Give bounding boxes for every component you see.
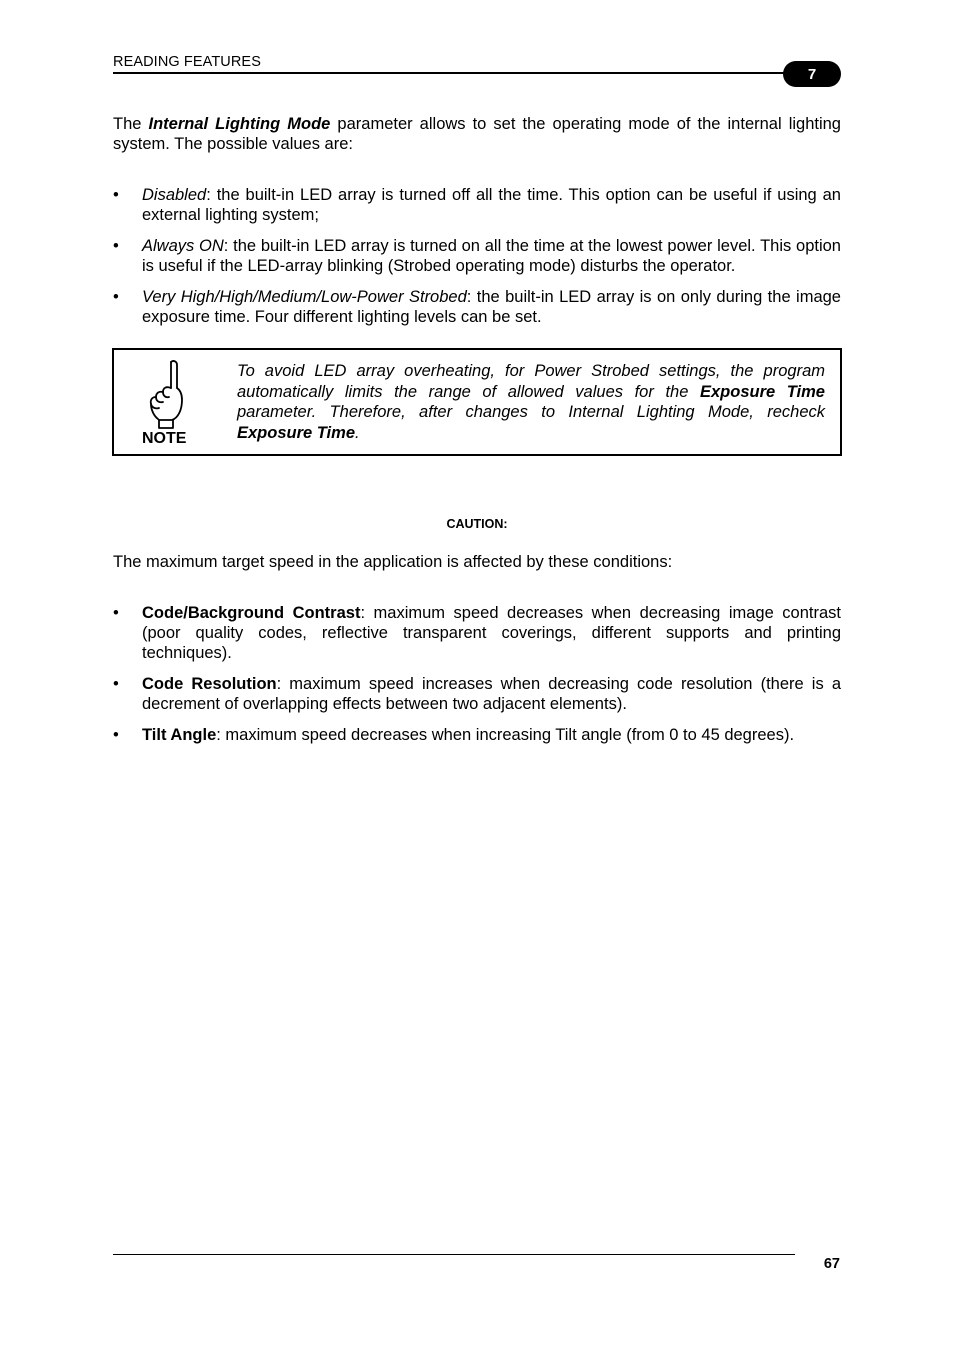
list-item [113,725,841,745]
list-item [113,287,841,327]
note-text-part2: parameter. Therefore, after changes to Internal Lighting Mode, recheck [237,403,825,421]
note-exposure-time-recheck: Exposure Time [237,423,355,442]
condition-term: Code/Background Contrast [142,604,361,622]
intro-prefix: The [113,115,149,133]
note-box [112,348,842,456]
bullet-icon: • [113,675,119,693]
list-item [113,674,841,714]
mode-text: : the built-in LED array is turned off all the time. This option can be useful if using an external lighting system; [142,186,841,224]
caution-conditions-list [113,603,841,745]
lighting-modes-list [113,185,841,327]
intro-paragraph [113,114,841,154]
page-number: 67 [823,1256,840,1272]
mode-text: : the built-in LED array is on only during the image exposure time. Four different lighting levels can be set. [142,288,841,326]
section-title: READING FEATURES [113,54,261,70]
note-label: NOTE [142,430,187,447]
header-rule [113,72,803,74]
condition-term: Tilt Angle [142,726,217,744]
condition-text: : maximum speed decreases when increasing Tilt angle (from 0 to 45 degrees). [216,726,795,744]
footer-rule [113,1254,795,1255]
note-text-part3: . [355,423,360,442]
caution-intro: The maximum target speed in the application is affected by these conditions: [113,553,673,571]
list-item [113,236,841,276]
list-item [113,603,841,663]
pointing-hand-icon [142,358,192,432]
note-text [237,361,825,443]
condition-text: : maximum speed increases when decreasing code resolution (there is a decrement of overlapping effects between two adjacent elements). [142,675,841,713]
mode-term: Disabled [142,186,207,204]
intro-param-name: Internal Lighting Mode [148,115,331,133]
note-text-part1: To avoid LED array overheating, for Power Strobed settings, the program automatically limits the range of allowed values for the [237,362,825,401]
note-exposure-time: Exposure Time [699,382,825,401]
mode-text: : the built-in LED array is turned on all the time at the lowest power level. This option is useful if the LED-array blinking (Strobed operating mode) disturbs the operator. [142,237,841,275]
bullet-icon: • [113,237,119,255]
mode-term: Very High/High/Medium/Low-Power Strobed [142,288,467,306]
mode-term: Always ON [142,237,224,255]
intro-suffix: parameter allows to set the operating mode of the internal lighting system. The possible values are: [113,115,841,153]
condition-term: Code Resolution [142,675,277,693]
bullet-icon: • [113,604,119,622]
condition-text: : maximum speed decreases when decreasing image contrast (poor quality codes, reflective transparent coverings, different supports and printing techniques). [142,604,841,662]
bullet-icon: • [113,288,119,306]
caution-heading: CAUTION: [446,517,508,531]
chapter-badge: 7 [783,61,841,87]
bullet-icon: • [113,186,119,204]
list-item [113,185,841,225]
bullet-icon: • [113,726,119,744]
